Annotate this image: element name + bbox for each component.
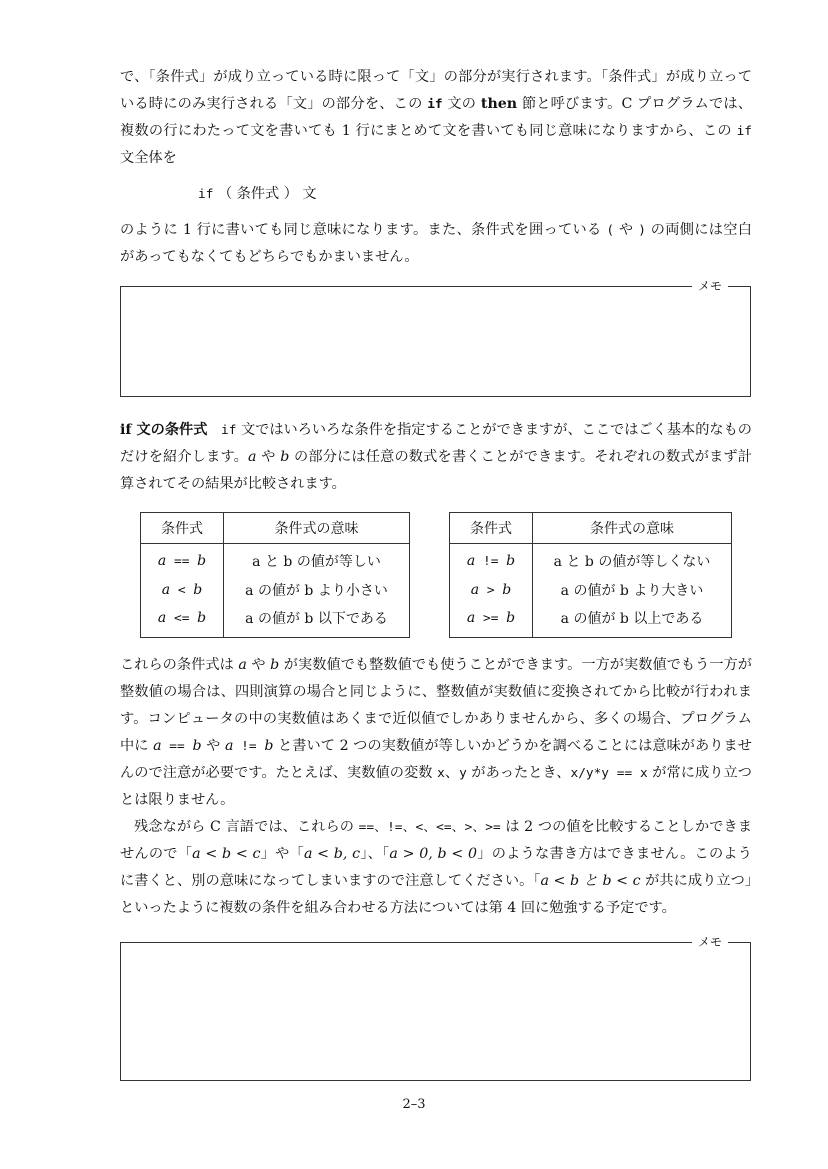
table-header-expression: 条件式: [450, 513, 533, 544]
section-if-conditions: if 文の条件式 if 文ではいろいろな条件を指定することができますが、ここではごく基本的なものだけを紹介します。a や b の部分には任意の数式を書くことができます。それぞれの数式がまず計算されてその結果が比較されます。: [120, 422, 752, 492]
table-header-meaning: 条件式の意味: [224, 513, 410, 544]
table-row: a >= b a の値が b 以上である: [450, 604, 732, 637]
table-header-meaning: 条件式の意味: [533, 513, 732, 544]
memo-box-2[interactable]: [120, 934, 751, 1081]
paragraph-2: のように 1 行に書いても同じ意味になります。また、条件式を囲っている ( や ) の両側には空白があってもなくてもどちらでもかまいません。: [120, 222, 752, 265]
table-row: a < b a の値が b より小さい: [141, 576, 410, 605]
paragraph-4: 残念ながら C 言語では、これらの ==、!=、<、<=、>、>= は 2 つの値を比較することしかできませんので「a < b < c」や「a < b, c」、「a > 0, b < 0」のような書き方はできません。このように書くと、別の意味になってしまいますので注意してください。「a < b と b < c が共に成り立つ」といったように複数の条件を組み合わせる方法については第 4 回に勉強する予定です。: [120, 818, 753, 916]
comparison-tables: [140, 512, 732, 638]
memo-box-1[interactable]: [120, 279, 751, 397]
comparison-table-right: [449, 512, 732, 638]
table-row: a != b a と b の値が等しくない: [450, 544, 732, 576]
section-heading: if 文の条件式: [120, 422, 208, 438]
comparison-table-left: [140, 512, 410, 638]
if-syntax-example: if （ 条件式 ） 文: [198, 186, 317, 202]
page-number: 2–3: [402, 1097, 426, 1112]
page-body: [120, 64, 752, 1081]
paragraph-1: で、「条件式」が成り立っている時に限って「文」の部分が実行されます。「条件式」が成り立っている時にのみ実行される「文」の部分を、この if 文の then 節と呼びます。C プログラムでは、複数の行にわたって文を書いても 1 行にまとめて文を書いても同じ意味になりますから、この if 文全体を: [120, 69, 752, 166]
table-row: a <= b a の値が b 以下である: [141, 604, 410, 637]
table-row: a > b a の値が b より大きい: [450, 576, 732, 605]
memo-label: メモ: [692, 934, 750, 950]
memo-label: メモ: [692, 278, 750, 294]
paragraph-3: これらの条件式は a や b が実数値でも整数値でも使うことができます。一方が実数値でもう一方が整数値の場合は、四則演算の場合と同じように、整数値が実数値に変換されてから比較が行われます。コンピュータの中の実数値はあくまで近似値でしかありませんから、多くの場合、プログラム中に a == b や a != b と書いて 2 つの実数値が等しいかどうかを調べることには意味がありませんので注意が必要です。たとえば、実数値の変数 x、y があったとき、x/y*y == x が常に成り立つとは限りません。: [120, 656, 752, 808]
table-header-expression: 条件式: [141, 513, 224, 544]
table-row: a == b a と b の値が等しい: [141, 544, 410, 576]
